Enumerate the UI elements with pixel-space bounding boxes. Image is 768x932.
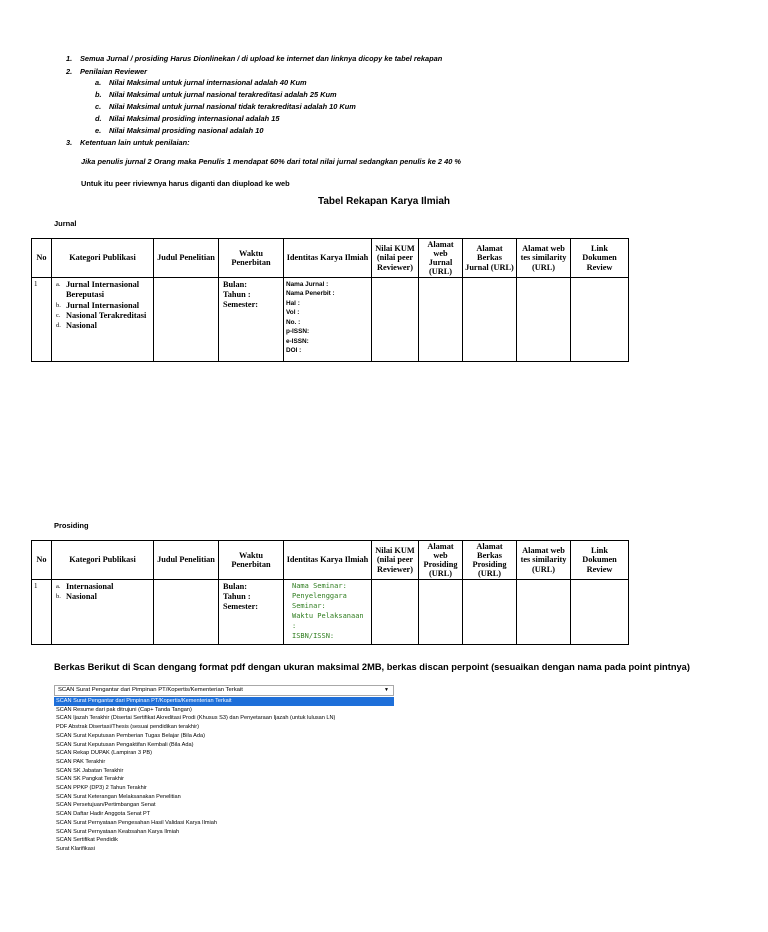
table-row bbox=[32, 580, 629, 645]
select-option[interactable]: SCAN PAK Terakhir bbox=[56, 758, 106, 765]
kategori-item: c. Nasional Terakreditasi bbox=[56, 311, 147, 321]
berkas-title: Berkas Berikut di Scan dengang format pdf dengan ukuran maksimal 2MB, berkas discan perpoint (sesuaikan dengan nama pada point pintnya) bbox=[54, 662, 690, 672]
kategori-item: b. Nasional bbox=[56, 592, 97, 602]
cell-waktu: Bulan: Tahun : Semester: bbox=[219, 278, 284, 362]
col-header: Alamat Berkas Prosiding (URL) bbox=[463, 541, 517, 580]
sub-mark: a. bbox=[95, 78, 102, 87]
rule-item bbox=[66, 138, 190, 147]
sub-mark: b. bbox=[95, 90, 102, 99]
sub-text: Nilai Maksimal prosiding nasional adalah 10 bbox=[109, 126, 264, 135]
table-header-row bbox=[32, 541, 629, 580]
col-header: Alamat web tes similarity (URL) bbox=[517, 239, 571, 278]
select-option[interactable]: SCAN PPKP (DP3) 2 Tahun Terakhir bbox=[56, 785, 147, 792]
section-label-jurnal: Jurnal bbox=[54, 219, 77, 228]
sub-text: Nilai Maksimal untuk jurnal nasional tidak terakreditasi adalah 10 Kum bbox=[109, 102, 356, 111]
cell-kategori bbox=[52, 278, 154, 362]
cell-alamat-similarity bbox=[517, 580, 571, 645]
cell-no: 1 bbox=[32, 580, 52, 645]
select-option[interactable]: SCAN Ijazah Terakhir (Disertai Sertifikat Akreditasi Prodi (Khusus S3) dan Penyetaraan Ijazah (untuk lulusan LN) bbox=[56, 715, 336, 722]
col-header: Judul Penelitian bbox=[154, 239, 219, 278]
cell-judul bbox=[154, 278, 219, 362]
select-option[interactable]: SCAN SK Jabatan Terakhir bbox=[56, 767, 124, 774]
kategori-list bbox=[54, 280, 151, 332]
select-option[interactable]: SCAN Surat Keterangan Melaksanakan Penelitian bbox=[56, 793, 181, 800]
rule-sub-item bbox=[95, 126, 263, 135]
col-header: No bbox=[32, 541, 52, 580]
rule-number: 3. bbox=[66, 138, 73, 147]
col-header: Judul Penelitian bbox=[154, 541, 219, 580]
rule-item bbox=[66, 54, 442, 63]
col-header: Alamat Berkas Jurnal (URL) bbox=[463, 239, 517, 278]
table-header-row bbox=[32, 239, 629, 278]
rule-note: Jika penulis jurnal 2 Orang maka Penulis 1 mendapat 60% dari total nilai jurnal sedangkan penulis ke 2 40 % bbox=[81, 157, 461, 166]
cell-alamat-web bbox=[419, 278, 463, 362]
select-option[interactable]: PDF Abstrak Disertasi/Thesis (sesuai pendidikan terakhir) bbox=[56, 724, 200, 731]
section-label-prosiding: Prosiding bbox=[54, 521, 89, 530]
col-header: Link Dokumen Review bbox=[571, 239, 629, 278]
col-header: Waktu Penerbitan bbox=[219, 239, 284, 278]
select-option[interactable]: SCAN Surat Keputusan Pengaktifan Kembali (Bila Ada) bbox=[56, 741, 194, 748]
select-option[interactable]: SCAN SK Pangkat Terakhir bbox=[56, 776, 124, 783]
cell-link bbox=[571, 580, 629, 645]
select-option[interactable]: Surat Klarifikasi bbox=[56, 845, 95, 852]
select-option[interactable]: SCAN Resume dari pak ditrujuni (Cap+ Tanda Tangan) bbox=[56, 706, 192, 713]
col-header: Nilai KUM (nilai peer Reviewer) bbox=[372, 239, 419, 278]
sub-text: Nilai Maksimal untuk jurnal internasional adalah 40 Kum bbox=[109, 78, 307, 87]
berkas-options-list bbox=[54, 697, 394, 854]
rule-sub-item bbox=[95, 78, 307, 87]
col-header: No bbox=[32, 239, 52, 278]
select-option[interactable]: SCAN Surat Pengantar dari Pimpinan PT/Kopertis/Kementerian Terkait bbox=[54, 697, 394, 706]
kategori-item: a. Internasional bbox=[56, 582, 114, 591]
rule-text: Penilaian Reviewer bbox=[80, 67, 147, 76]
kategori-list bbox=[54, 582, 151, 603]
cell-alamat-berkas bbox=[463, 278, 517, 362]
cell-alamat-similarity bbox=[517, 278, 571, 362]
kategori-item: b. Jurnal Internasional bbox=[56, 300, 140, 310]
col-header: Kategori Publikasi bbox=[52, 541, 154, 580]
select-option[interactable]: SCAN Surat Keputusan Pemberian Tugas Belajar (Bila Ada) bbox=[56, 732, 205, 739]
col-header: Waktu Penerbitan bbox=[219, 541, 284, 580]
sub-mark: c. bbox=[95, 102, 102, 111]
col-header: Link Dokumen Review bbox=[571, 541, 629, 580]
col-header: Nilai KUM (nilai peer Reviewer) bbox=[372, 541, 419, 580]
select-option[interactable]: SCAN Sertifikat Pendidik bbox=[56, 837, 118, 844]
cell-alamat-web bbox=[419, 580, 463, 645]
rule-item bbox=[66, 67, 147, 76]
col-header: Identitas Karya Ilmiah bbox=[284, 239, 372, 278]
berkas-select[interactable] bbox=[54, 685, 394, 696]
select-option[interactable]: SCAN Rekap DUPAK (Lampiran 3 PB) bbox=[56, 750, 152, 757]
jurnal-table bbox=[31, 238, 629, 362]
kategori-item: a. Jurnal Internasional Bereputasi bbox=[56, 280, 140, 300]
cell-nilai bbox=[372, 278, 419, 362]
page-title: Tabel Rekapan Karya Ilmiah bbox=[317, 196, 451, 207]
sub-text: Nilai Maksimal untuk jurnal nasional terakreditasi adalah 25 Kum bbox=[109, 90, 337, 99]
sub-text: Nilai Maksimal prosiding internasional adalah 15 bbox=[109, 114, 280, 123]
select-option[interactable]: SCAN Daftar Hadir Anggota Senat PT bbox=[56, 811, 151, 818]
sub-mark: e. bbox=[95, 126, 102, 135]
select-value: SCAN Surat Pengantar dari Pimpinan PT/Kopertis/Kementerian Terkait bbox=[58, 687, 243, 693]
select-option[interactable]: SCAN Persetujuan/Pertimbangan Senat bbox=[56, 802, 156, 809]
chevron-down-icon[interactable]: ▼ bbox=[384, 687, 389, 693]
rule-text: Semua Jurnal / prosiding Harus Dionlinekan / di upload ke internet dan linknya dicopy ke tabel rekapan bbox=[80, 54, 443, 63]
col-header: Kategori Publikasi bbox=[52, 239, 154, 278]
select-option[interactable]: SCAN Surat Pernyataan Pengesahan Hasil Validasi Karya Ilmiah bbox=[56, 819, 217, 826]
cell-nilai bbox=[372, 580, 419, 645]
col-header: Alamat web Prosiding (URL) bbox=[419, 541, 463, 580]
rule-sub-item bbox=[95, 102, 356, 111]
cell-waktu: Bulan: Tahun : Semester: bbox=[219, 580, 284, 645]
cell-identitas: Nama Jurnal : Nama Penerbit : Hal : Vol : No. : p-ISSN: e-ISSN: DOI : bbox=[284, 278, 372, 362]
rule-note: Untuk itu peer riviewnya harus diganti dan diupload ke web bbox=[81, 179, 290, 188]
rule-sub-item bbox=[95, 114, 279, 123]
col-header: Alamat web Jurnal (URL) bbox=[419, 239, 463, 278]
prosiding-table bbox=[31, 540, 629, 645]
rule-text: Ketentuan lain untuk penilaian: bbox=[80, 138, 190, 147]
cell-kategori bbox=[52, 580, 154, 645]
rule-number: 2. bbox=[66, 67, 73, 76]
col-header: Alamat web tes similarity (URL) bbox=[517, 541, 571, 580]
select-option[interactable]: SCAN Surat Pernyataan Keabsahan Karya Ilmiah bbox=[56, 828, 180, 835]
cell-judul bbox=[154, 580, 219, 645]
cell-link bbox=[571, 278, 629, 362]
cell-identitas: Nama Seminar: Penyelenggara Seminar: Waktu Pelaksanaan : ISBN/ISSN: bbox=[284, 580, 372, 645]
cell-no: 1 bbox=[32, 278, 52, 362]
table-row bbox=[32, 278, 629, 362]
col-header: Identitas Karya Ilmiah bbox=[284, 541, 372, 580]
rule-number: 1. bbox=[66, 54, 73, 63]
cell-alamat-berkas bbox=[463, 580, 517, 645]
rule-sub-item bbox=[95, 90, 337, 99]
sub-mark: d. bbox=[95, 114, 102, 123]
kategori-item: d. Nasional bbox=[56, 321, 97, 331]
